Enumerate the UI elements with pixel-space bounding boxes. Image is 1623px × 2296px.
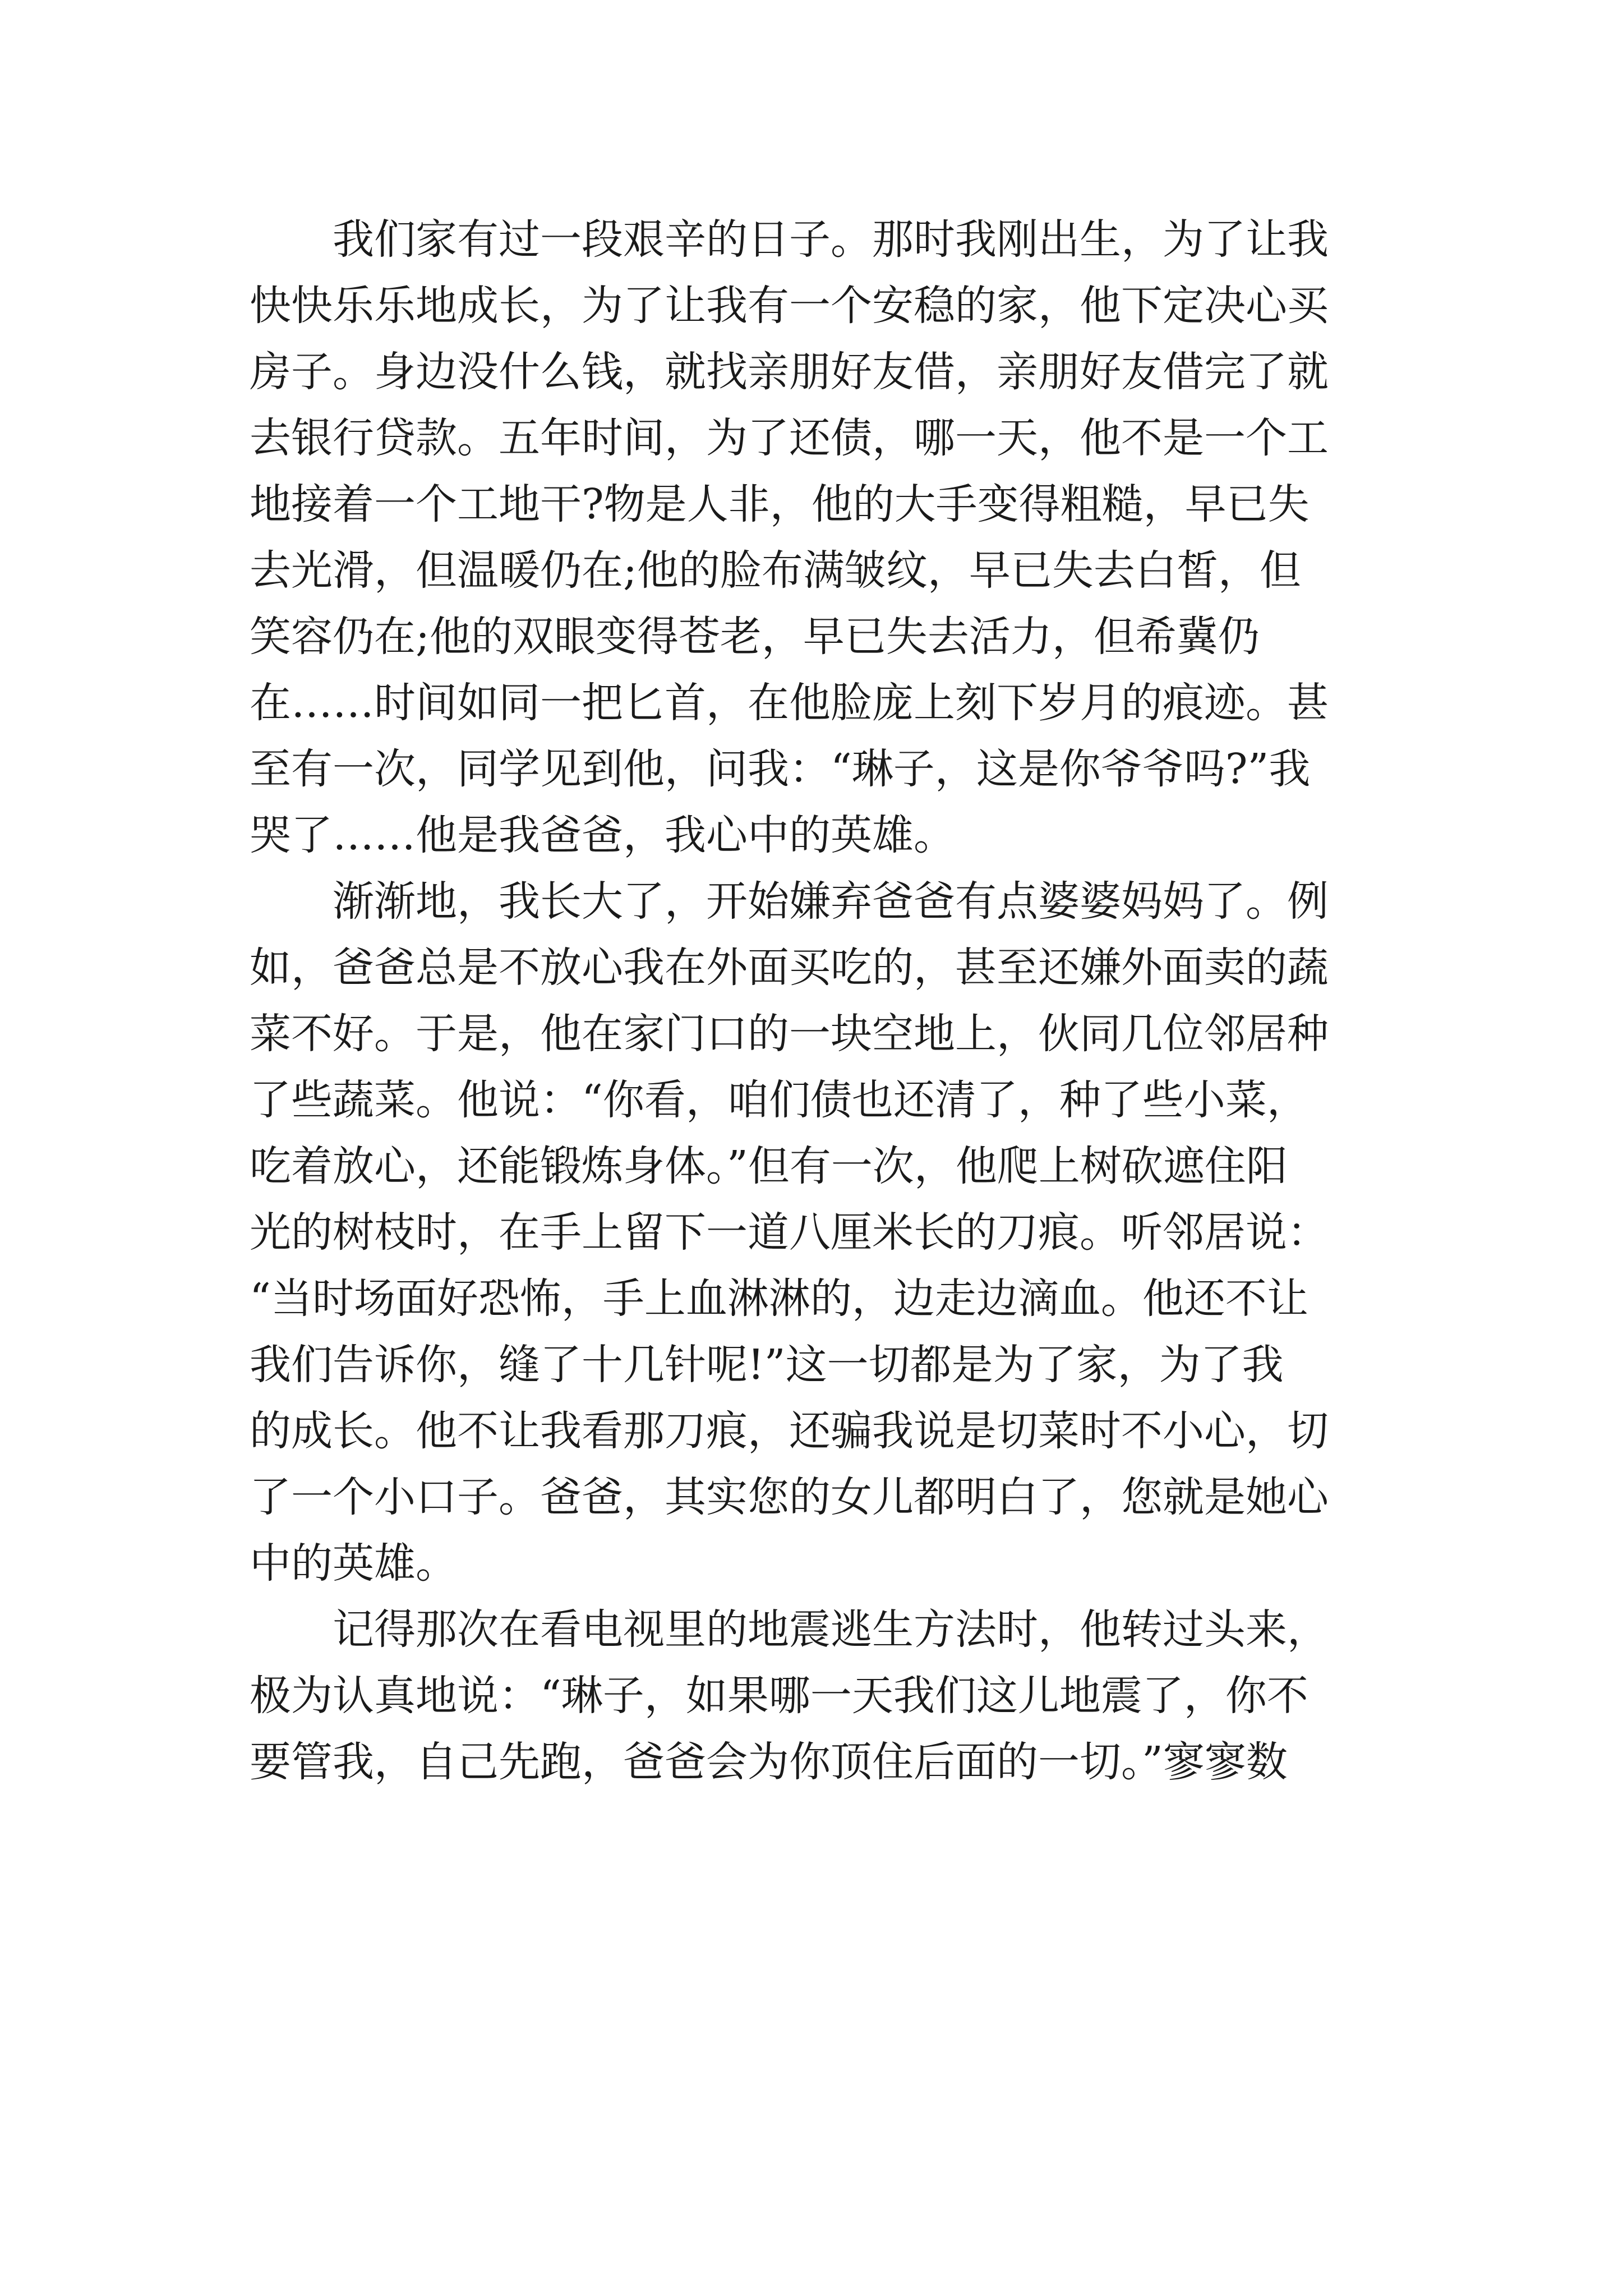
paragraph-line: 光的树枝时，在手上留下一道八厘米长的刀痕。听邻居说： — [250, 1208, 1329, 1257]
paragraph-line: 极为认真地说：“琳子，如果哪一天我们这儿地震了，你不 — [250, 1672, 1308, 1720]
paragraph-line: 了一个小口子。爸爸，其实您的女儿都明白了，您就是她心 — [250, 1473, 1329, 1521]
paragraph-line: 渐渐地，我长大了，开始嫌弃爸爸有点婆婆妈妈了。例 — [333, 877, 1329, 926]
paragraph-line: 快快乐乐地成长，为了让我有一个安稳的家，他下定决心买 — [250, 282, 1329, 330]
paragraph-3 — [250, 1596, 1377, 1795]
paragraph-2 — [250, 868, 1377, 1596]
paragraph-line: 了些蔬菜。他说：“你看，咱们债也还清了，种了些小菜， — [250, 1076, 1308, 1124]
paragraph-line: 地接着一个工地干?物是人非，他的大手变得粗糙，早已失 — [250, 480, 1310, 528]
paragraph-line: 如，爸爸总是不放心我在外面买吃的，甚至还嫌外面卖的蔬 — [250, 944, 1329, 992]
paragraph-line: “当时场面好恐怖，手上血淋淋的，边走边滴血。他还不让 — [250, 1274, 1308, 1323]
paragraph-line: 中的英雄。 — [250, 1539, 457, 1588]
paragraph-1 — [250, 206, 1377, 868]
paragraph-line: 的成长。他不让我看那刀痕，还骗我说是切菜时不小心，切 — [250, 1407, 1329, 1455]
paragraph-line: 菜不好。于是，他在家门口的一块空地上，伙同几位邻居种 — [250, 1010, 1329, 1058]
paragraph-line: 记得那次在看电视里的地震逃生方法时，他转过头来， — [333, 1605, 1329, 1654]
paragraph-line: 去光滑，但温暖仍在;他的脸布满皱纹，早已失去白皙，但 — [250, 546, 1301, 595]
paragraph-line: 我们家有过一段艰辛的日子。那时我刚出生，为了让我 — [333, 215, 1329, 264]
paragraph-line: 笑容仍在;他的双眼变得苍老，早已失去活力，但希冀仍 — [250, 613, 1260, 661]
paragraph-line: 至有一次，同学见到他，问我：“琳子，这是你爷爷吗?”我 — [250, 745, 1311, 793]
paragraph-line: 哭了……他是我爸爸，我心中的英雄。 — [250, 811, 955, 859]
paragraph-line: 吃着放心，还能锻炼身体。”但有一次，他爬上树砍遮住阳 — [250, 1142, 1288, 1190]
paragraph-line: 去银行贷款。五年时间，为了还债，哪一天，他不是一个工 — [250, 414, 1329, 462]
paragraph-line: 房子。身边没什么钱，就找亲朋好友借，亲朋好友借完了就 — [250, 348, 1329, 396]
paragraph-line: 我们告诉你，缝了十几针呢!”这一切都是为了家，为了我 — [250, 1341, 1284, 1389]
document-body — [250, 206, 1377, 1795]
paragraph-line: 要管我，自己先跑，爸爸会为你顶住后面的一切。”寥寥数 — [250, 1738, 1288, 1786]
paragraph-line: 在……时间如同一把匕首，在他脸庞上刻下岁月的痕迹。甚 — [250, 679, 1329, 727]
